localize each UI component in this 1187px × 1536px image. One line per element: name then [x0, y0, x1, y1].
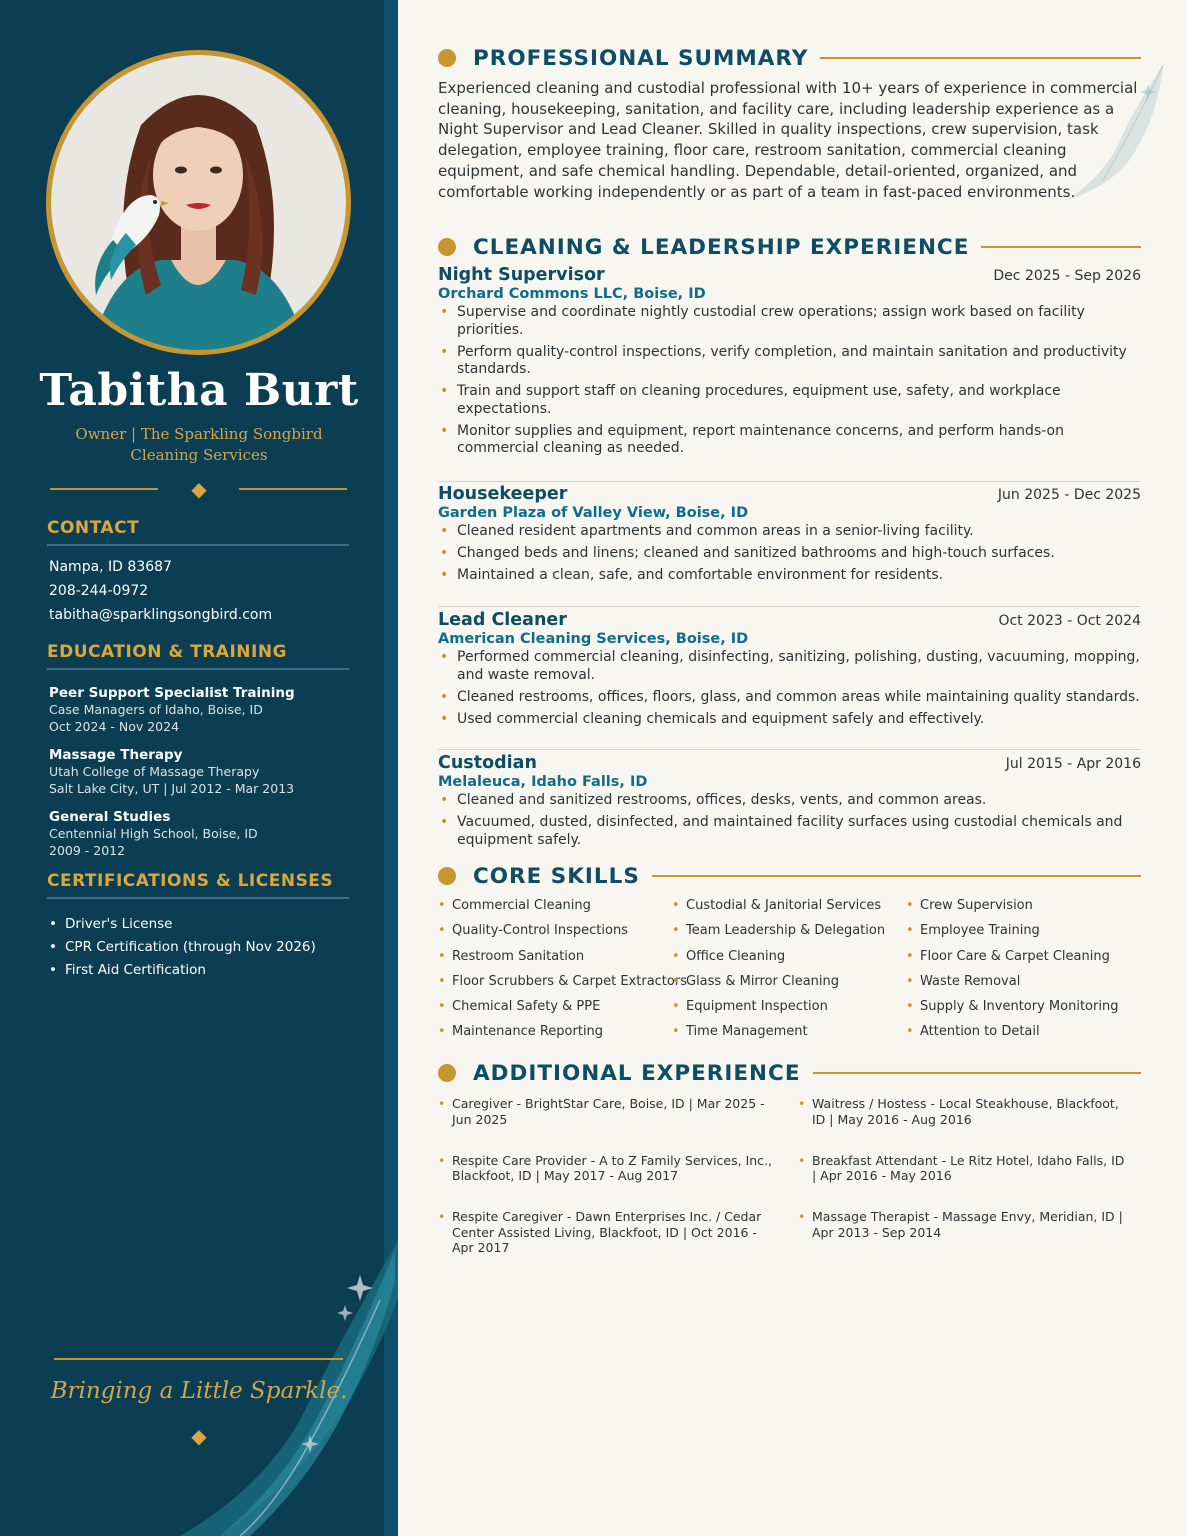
section-bullet-icon: [438, 49, 456, 67]
skill-item: • Crew Supervision: [906, 897, 1143, 914]
job-organization: American Cleaning Services, Boise, ID: [438, 631, 749, 647]
job-dates: Dec 2025 - Sep 2026: [993, 268, 1141, 284]
job-bullet: • Used commercial cleaning chemicals and equipment safely and effectively.: [438, 711, 1141, 729]
job-entry: [438, 753, 1141, 854]
skill-item: • Office Cleaning: [672, 948, 906, 965]
education-institution: Case Managers of Idaho, Boise, ID: [49, 702, 263, 717]
job-separator: [438, 481, 1141, 482]
main-content: [398, 0, 1187, 1536]
skills-grid: [438, 897, 1143, 1041]
job-bullets: [438, 792, 1141, 849]
skill-item: • Chemical Safety & PPE: [438, 998, 672, 1015]
job-title: Night Supervisor: [438, 265, 605, 285]
job-bullet: • Train and support staff on cleaning procedures, equipment use, safety, and workplace expectations.: [438, 383, 1141, 418]
section-rule: [813, 1072, 1141, 1074]
job-title: Custodian: [438, 753, 537, 773]
education-institution: Centennial High School, Boise, ID: [49, 826, 258, 841]
divider-left: [50, 488, 158, 490]
job-bullet: • Cleaned and sanitized restrooms, offices, desks, vents, and common areas.: [438, 792, 1141, 810]
job-entry: [438, 610, 1141, 733]
summary-text: Experienced cleaning and custodial professional with 10+ years of experience in commercial cleaning, housekeeping, sanitation, and facility care, including leadership experience as a Night Supervisor and Lead Cleaner. Skilled in quality inspections, crew supervision, task delegation, employee training, floor care, restroom sanitation, commercial cleaning equipment, and safe chemical handling. Dependable, detail-oriented, organized, and comfortable working independently or as part of a team in fast-paced environments.: [438, 79, 1138, 201]
education-item: [49, 809, 258, 859]
diamond-ornament-icon: ◆: [191, 477, 207, 501]
skill-item: • Supply & Inventory Monitoring: [906, 998, 1143, 1015]
job-separator: [438, 606, 1141, 607]
education-dates: 2009 - 2012: [49, 843, 126, 858]
certification-item: • CPR Certification (through Nov 2026): [49, 936, 316, 959]
skill-item: • Glass & Mirror Cleaning: [672, 973, 906, 990]
job-entry: [438, 484, 1141, 589]
additional-section-header: [438, 1058, 1141, 1088]
education-title: Peer Support Specialist Training: [49, 685, 295, 701]
education-title: General Studies: [49, 809, 171, 825]
additional-item: • Caregiver - BrightStar Care, Boise, ID | Mar 2025 - Jun 2025: [438, 1096, 798, 1153]
footer-quote: Bringing a Little Sparkle.: [50, 1378, 348, 1404]
profile-photo: [46, 50, 351, 355]
skill-item: • Team Leadership & Delegation: [672, 922, 906, 939]
additional-item: • Waitress / Hostess - Local Steakhouse, Blackfoot, ID | May 2016 - Aug 2016: [798, 1096, 1143, 1153]
section-title: ADDITIONAL EXPERIENCE: [473, 1060, 801, 1086]
job-bullets: [438, 649, 1141, 728]
job-dates: Jun 2025 - Dec 2025: [997, 487, 1141, 503]
skill-item: • Custodial & Janitorial Services: [672, 897, 906, 914]
summary-section-header: [438, 43, 1141, 73]
job-bullet: • Perform quality-control inspections, verify completion, and maintain sanitation and productivity standards.: [438, 344, 1141, 379]
additional-item: • Respite Care Provider - A to Z Family Services, Inc., Blackfoot, ID | May 2017 - Aug 2017: [438, 1153, 798, 1210]
section-rule: [652, 875, 1141, 877]
job-entry: [438, 265, 1141, 462]
section-bullet-icon: [438, 238, 456, 256]
job-bullet: • Maintained a clean, safe, and comfortable environment for residents.: [438, 567, 1141, 585]
education-title: Massage Therapy: [49, 747, 183, 763]
job-organization: Orchard Commons LLC, Boise, ID: [438, 286, 706, 302]
job-bullet: • Monitor supplies and equipment, report maintenance concerns, and perform hands-on commercial cleaning as needed.: [438, 423, 1141, 458]
skill-item: • Floor Care & Carpet Cleaning: [906, 948, 1143, 965]
education-item: [49, 747, 294, 797]
job-organization: Garden Plaza of Valley View, Boise, ID: [438, 505, 749, 521]
job-bullet: • Cleaned restrooms, offices, floors, glass, and common areas while maintaining quality standards.: [438, 689, 1141, 707]
skill-item: • Maintenance Reporting: [438, 1023, 672, 1040]
skill-item: • Commercial Cleaning: [438, 897, 672, 914]
section-rule: [820, 57, 1141, 59]
contact-email[interactable]: tabitha@sparklingsongbird.com: [49, 607, 273, 623]
job-separator: [438, 749, 1141, 750]
additional-item: • Massage Therapist - Massage Envy, Meridian, ID | Apr 2013 - Sep 2014: [798, 1209, 1143, 1266]
education-heading: EDUCATION & TRAINING: [47, 642, 349, 670]
job-bullet: • Cleaned resident apartments and common areas in a senior-living facility.: [438, 523, 1141, 541]
section-title: CLEANING & LEADERSHIP EXPERIENCE: [473, 234, 970, 260]
job-dates: Jul 2015 - Apr 2016: [1005, 756, 1141, 772]
job-bullet: • Performed commercial cleaning, disinfecting, sanitizing, polishing, dusting, vacuuming, mopping, and waste removal.: [438, 649, 1141, 684]
section-title: CORE SKILLS: [473, 863, 640, 889]
additional-item: • Breakfast Attendant - Le Ritz Hotel, Idaho Falls, ID | Apr 2016 - May 2016: [798, 1153, 1143, 1210]
job-bullet: • Changed beds and linens; cleaned and sanitized bathrooms and high-touch surfaces.: [438, 545, 1141, 563]
additional-item: • Respite Caregiver - Dawn Enterprises Inc. / Cedar Center Assisted Living, Blackfoot, ID | Oct 2016 - Apr 2017: [438, 1209, 798, 1266]
job-bullets: [438, 523, 1141, 585]
certifications-list: [49, 913, 316, 982]
job-title: Housekeeper: [438, 484, 568, 504]
skill-item: • Equipment Inspection: [672, 998, 906, 1015]
skill-item: • Floor Scrubbers & Carpet Extractors: [438, 973, 672, 990]
certifications-heading: CERTIFICATIONS & LICENSES: [47, 871, 349, 899]
section-rule: [981, 246, 1141, 248]
contact-phone[interactable]: 208-244-0972: [49, 583, 149, 599]
skill-item: • Time Management: [672, 1023, 906, 1040]
job-bullet: • Supervise and coordinate nightly custodial crew operations; assign work based on facility priorities.: [438, 304, 1141, 339]
section-bullet-icon: [438, 1064, 456, 1082]
education-item: [49, 685, 295, 735]
sidebar: [0, 0, 398, 1536]
education-dates: Salt Lake City, UT | Jul 2012 - Mar 2013: [49, 781, 295, 796]
footer-divider: [54, 1358, 343, 1360]
job-organization: Melaleuca, Idaho Falls, ID: [438, 774, 648, 790]
skill-item: • Restroom Sanitation: [438, 948, 672, 965]
section-bullet-icon: [438, 867, 456, 885]
divider-right: [239, 488, 347, 490]
contact-heading: CONTACT: [47, 518, 349, 546]
job-bullets: [438, 304, 1141, 458]
portrait-illustration: [51, 55, 346, 350]
candidate-name: Tabitha Burt: [39, 365, 359, 416]
certification-item: • Driver's License: [49, 913, 316, 936]
additional-experience-grid: [438, 1096, 1143, 1266]
skill-item: • Employee Training: [906, 922, 1143, 939]
education-institution: Utah College of Massage Therapy: [49, 764, 260, 779]
skills-section-header: [438, 861, 1141, 891]
skill-item: • Waste Removal: [906, 973, 1143, 990]
skill-item: • Attention to Detail: [906, 1023, 1143, 1040]
education-dates: Oct 2024 - Nov 2024: [49, 719, 180, 734]
experience-section-header: [438, 232, 1141, 262]
section-title: PROFESSIONAL SUMMARY: [473, 45, 809, 71]
job-title: Lead Cleaner: [438, 610, 567, 630]
certification-item: • First Aid Certification: [49, 959, 316, 982]
skill-item: • Quality-Control Inspections: [438, 922, 672, 939]
job-dates: Oct 2023 - Oct 2024: [998, 613, 1141, 629]
contact-location: Nampa, ID 83687: [49, 559, 172, 575]
job-bullet: • Vacuumed, dusted, disinfected, and maintained facility surfaces using custodial chemicals and equipment safely.: [438, 814, 1141, 849]
diamond-ornament-icon: ◆: [191, 1424, 207, 1448]
candidate-tagline: Owner | The Sparkling Songbird Cleaning Services: [75, 425, 323, 464]
